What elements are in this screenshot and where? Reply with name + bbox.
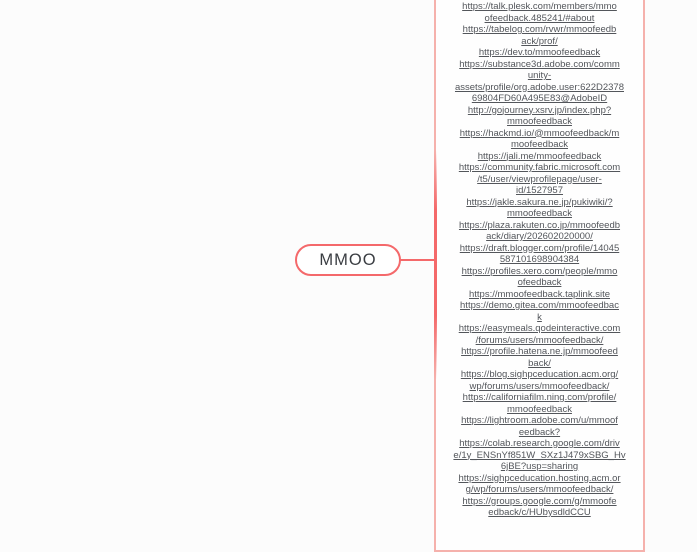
link-item[interactable] bbox=[436, 151, 643, 163]
link-line[interactable]: https://easymeals.qodeinteractive.com bbox=[458, 323, 621, 334]
link-item[interactable] bbox=[436, 346, 643, 369]
link-item[interactable] bbox=[436, 128, 643, 151]
link-line[interactable]: id/1527957 bbox=[515, 185, 564, 196]
link-line[interactable]: eedback? bbox=[518, 426, 561, 438]
link-line[interactable]: https://dev.to/mmoofeedback bbox=[478, 47, 601, 58]
link-line[interactable]: 6jBE?usp=sharing bbox=[500, 461, 579, 472]
link-line[interactable]: https://lightroom.adobe.com/u/mmoof bbox=[461, 415, 618, 426]
link-item[interactable] bbox=[436, 162, 643, 197]
link-item[interactable] bbox=[436, 24, 643, 47]
link-item[interactable] bbox=[436, 438, 643, 473]
links-topic-box[interactable] bbox=[434, 0, 645, 552]
link-item[interactable] bbox=[436, 473, 643, 496]
topic-node-mmoo[interactable] bbox=[295, 244, 401, 276]
topic-node-label: MMOO bbox=[319, 250, 377, 269]
link-item[interactable] bbox=[436, 392, 643, 415]
link-line[interactable]: /t5/user/viewprofilepage/user- bbox=[477, 173, 602, 185]
link-line[interactable]: https://tabelog.com/rvwr/mmoofeedb bbox=[462, 24, 617, 35]
link-line[interactable]: mmoofeedback bbox=[507, 403, 572, 415]
link-line[interactable]: https://substance3d.adobe.com/comm bbox=[459, 58, 620, 70]
link-item[interactable] bbox=[436, 220, 643, 243]
branch-junction-accent bbox=[434, 150, 437, 380]
link-line[interactable]: https://demo.gitea.com/mmoofeedbac bbox=[460, 300, 619, 311]
branch-connector bbox=[399, 259, 437, 262]
link-line[interactable]: k bbox=[537, 311, 542, 323]
link-line[interactable]: ofeedback.485241/#about bbox=[484, 12, 595, 24]
link-line[interactable]: /forums/users/mmoofeedback/ bbox=[475, 334, 604, 346]
link-line[interactable]: assets/profile/org.adobe.user:622D2378 bbox=[454, 81, 624, 93]
link-item[interactable] bbox=[436, 300, 643, 323]
link-line[interactable]: ack/prof/ bbox=[521, 35, 558, 47]
link-line[interactable]: 69804FD60A495E83@AdobeID bbox=[471, 93, 608, 104]
link-line[interactable]: mmoofeedback bbox=[507, 208, 572, 219]
link-line[interactable]: e/1y_ENSnYf851W_SXz1J479xSBG_Hv bbox=[453, 449, 626, 461]
link-item[interactable] bbox=[436, 1, 643, 24]
link-item[interactable] bbox=[436, 496, 643, 519]
link-line[interactable]: https://blog.sighpceducation.acm.org/ bbox=[460, 369, 619, 380]
link-line[interactable]: https://californiafilm.ning.com/profile/ bbox=[462, 392, 617, 403]
link-item[interactable] bbox=[436, 323, 643, 346]
link-item[interactable] bbox=[436, 415, 643, 438]
links-list bbox=[436, 0, 643, 519]
link-line[interactable]: http://gojourney.xsrv.jp/index.php? bbox=[467, 104, 612, 116]
link-line[interactable]: edback/c/HUbysdldCCU bbox=[488, 507, 591, 518]
link-line[interactable]: ack/diary/202602020000/ bbox=[486, 231, 593, 242]
link-item[interactable] bbox=[436, 105, 643, 128]
link-line[interactable]: https://talk.plesk.com/members/mmo bbox=[462, 1, 617, 12]
link-line[interactable]: https://mmoofeedback.taplink.site bbox=[469, 288, 610, 300]
link-line[interactable]: https://profile.hatena.ne.jp/mmoofeed bbox=[461, 346, 618, 357]
link-item[interactable] bbox=[436, 289, 643, 301]
link-line[interactable]: 587101698904384 bbox=[499, 254, 580, 265]
link-line[interactable]: g/wp/forums/users/mmoofeedback/ bbox=[465, 484, 614, 495]
link-line[interactable]: https://draft.blogger.com/profile/14045 bbox=[459, 242, 620, 254]
link-line[interactable]: https://sighpceducation.hosting.acm.or bbox=[458, 472, 621, 484]
link-line[interactable]: unity- bbox=[527, 70, 552, 81]
link-line[interactable]: https://hackmd.io/@mmoofeedback/m bbox=[459, 127, 620, 139]
link-line[interactable]: https://jakle.sakura.ne.jp/pukiwiki/? bbox=[466, 196, 613, 208]
link-line[interactable]: https://colab.research.google.com/driv bbox=[459, 438, 620, 449]
link-line[interactable]: https://jali.me/mmoofeedback bbox=[477, 150, 602, 162]
link-line[interactable]: https://community.fabric.microsoft.com bbox=[458, 162, 621, 173]
link-line[interactable]: back/ bbox=[528, 357, 551, 369]
link-item[interactable] bbox=[436, 266, 643, 289]
link-item[interactable] bbox=[436, 47, 643, 59]
link-line[interactable]: ofeedback bbox=[517, 277, 562, 288]
link-line[interactable]: mmoofeedback bbox=[507, 116, 572, 127]
link-line[interactable]: wp/forums/users/mmoofeedback/ bbox=[469, 380, 610, 392]
link-line[interactable]: https://plaza.rakuten.co.jp/mmoofeedb bbox=[458, 219, 621, 231]
link-item[interactable] bbox=[436, 197, 643, 220]
link-item[interactable] bbox=[436, 369, 643, 392]
link-line[interactable]: moofeedback bbox=[510, 139, 569, 150]
link-line[interactable]: https://groups.google.com/g/mmoofe bbox=[462, 495, 617, 507]
link-line[interactable]: https://profiles.xero.com/people/mmo bbox=[461, 265, 618, 277]
link-item[interactable] bbox=[436, 243, 643, 266]
link-item[interactable] bbox=[436, 59, 643, 105]
